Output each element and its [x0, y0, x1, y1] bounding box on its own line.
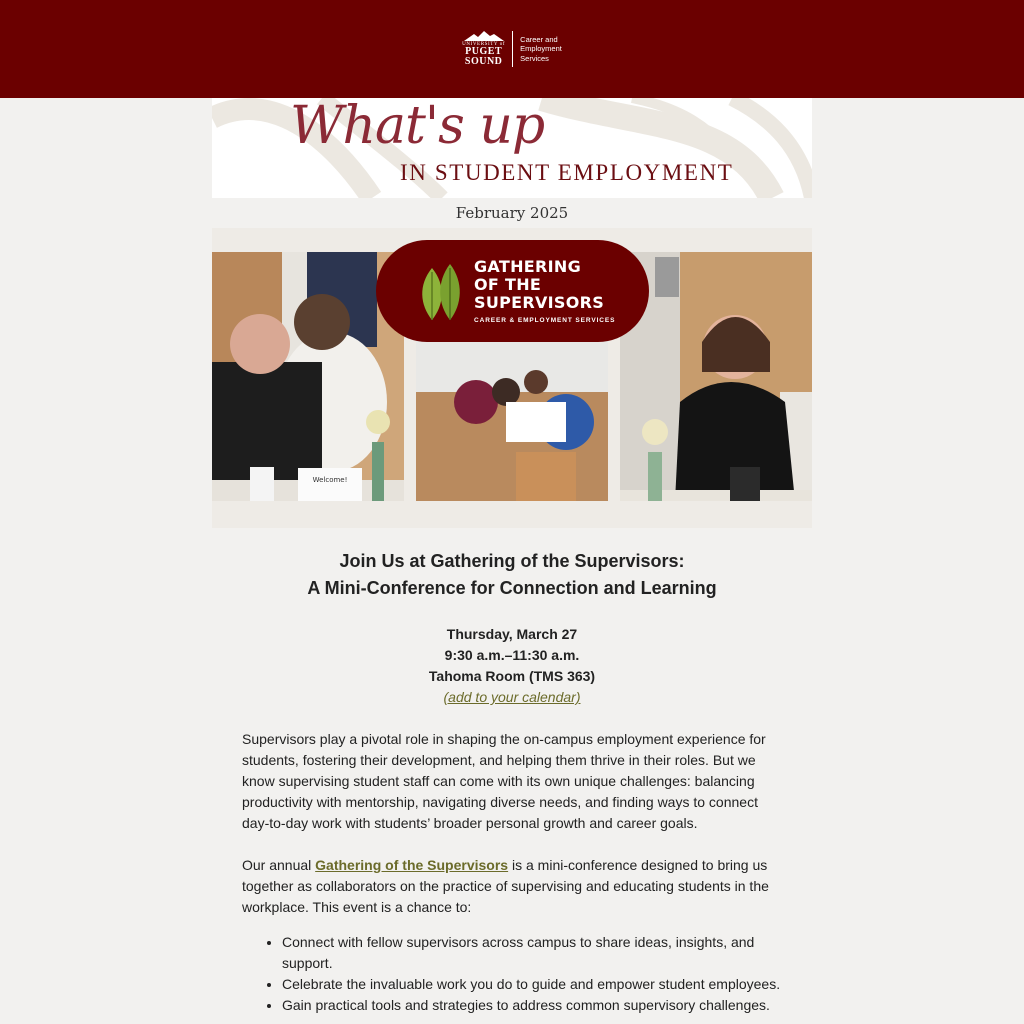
- badge-title-line: SUPERVISORS: [474, 293, 605, 312]
- paragraph-prefix: Our annual: [242, 857, 316, 873]
- badge-subtitle: CAREER & EMPLOYMENT SERVICES: [474, 317, 616, 324]
- gathering-of-the-supervisors-link[interactable]: Gathering of the Supervisors: [315, 857, 509, 873]
- department-line: Services: [520, 53, 549, 63]
- list-item: • Gain practical tools and strategies to address common supervisory challenges.: [282, 995, 782, 1016]
- article-content: [212, 548, 812, 1016]
- event-badge: [376, 240, 649, 342]
- list-item: • Celebrate the invaluable work you do to guide and empower student employees.: [282, 974, 782, 995]
- badge-text: [474, 258, 615, 324]
- intro-paragraph: Supervisors play a pivotal role in shaping the on-campus employment experience for students, fostering their development, and helping them thrive in their roles. But we know supervising student staff can come with its own unique challenges: balancing productivity with mentorship, navigating diverse needs, and finding ways to connect day-to-day work with students’ broader personal growth and career goals.: [242, 731, 766, 831]
- banner-subtitle: IN STUDENT EMPLOYMENT: [400, 160, 734, 185]
- welcome-card-text: Welcome!: [312, 476, 348, 484]
- mountain-icon: [464, 31, 504, 41]
- event-description-paragraph: [242, 855, 782, 918]
- department-line: Career and: [520, 34, 558, 44]
- event-details: [242, 624, 782, 708]
- badge-title-line: OF THE: [474, 275, 542, 294]
- list-item: • Connect with fellow supervisors across campus to share ideas, insights, and support.: [282, 932, 782, 974]
- email-header-bar: [0, 0, 1024, 98]
- logo-sound-text: SOUND: [464, 56, 503, 67]
- headline-line-2: A Mini-Conference for Connection and Learning: [307, 578, 717, 598]
- department-line: Employment: [520, 44, 562, 54]
- university-logo[interactable]: [462, 31, 562, 67]
- event-time: 9:30 a.m.–11:30 a.m.: [444, 647, 580, 663]
- logo-wordmark: [462, 31, 505, 67]
- issue-date: February 2025: [455, 204, 569, 222]
- headline-line-1: Join Us at Gathering of the Supervisors:: [339, 551, 685, 571]
- add-to-calendar-link[interactable]: (add to your calendar): [443, 689, 581, 705]
- article-headline: [242, 548, 782, 602]
- badge-title-line: GATHERING: [474, 257, 582, 276]
- logo-divider: [512, 31, 513, 67]
- hero-image[interactable]: [212, 228, 812, 528]
- logo-university-text: UNIVERSITY of: [462, 42, 506, 47]
- benefits-list: [242, 932, 782, 1016]
- event-location: Tahoma Room (TMS 363): [428, 668, 596, 684]
- banner-script-title: What's up: [290, 98, 545, 156]
- email-body: [212, 98, 812, 1016]
- paragraph-suffix: is a mini-conference designed to bring us together as collaborators on the practice of supervising and educating students in the workplace. This event is a chance to:: [242, 857, 769, 915]
- department-name: [520, 35, 562, 64]
- leaf-icon: [418, 260, 464, 322]
- event-day: Thursday, March 27: [446, 626, 578, 642]
- logo-puget-text: PUGET: [465, 46, 503, 57]
- newsletter-banner: [212, 98, 812, 198]
